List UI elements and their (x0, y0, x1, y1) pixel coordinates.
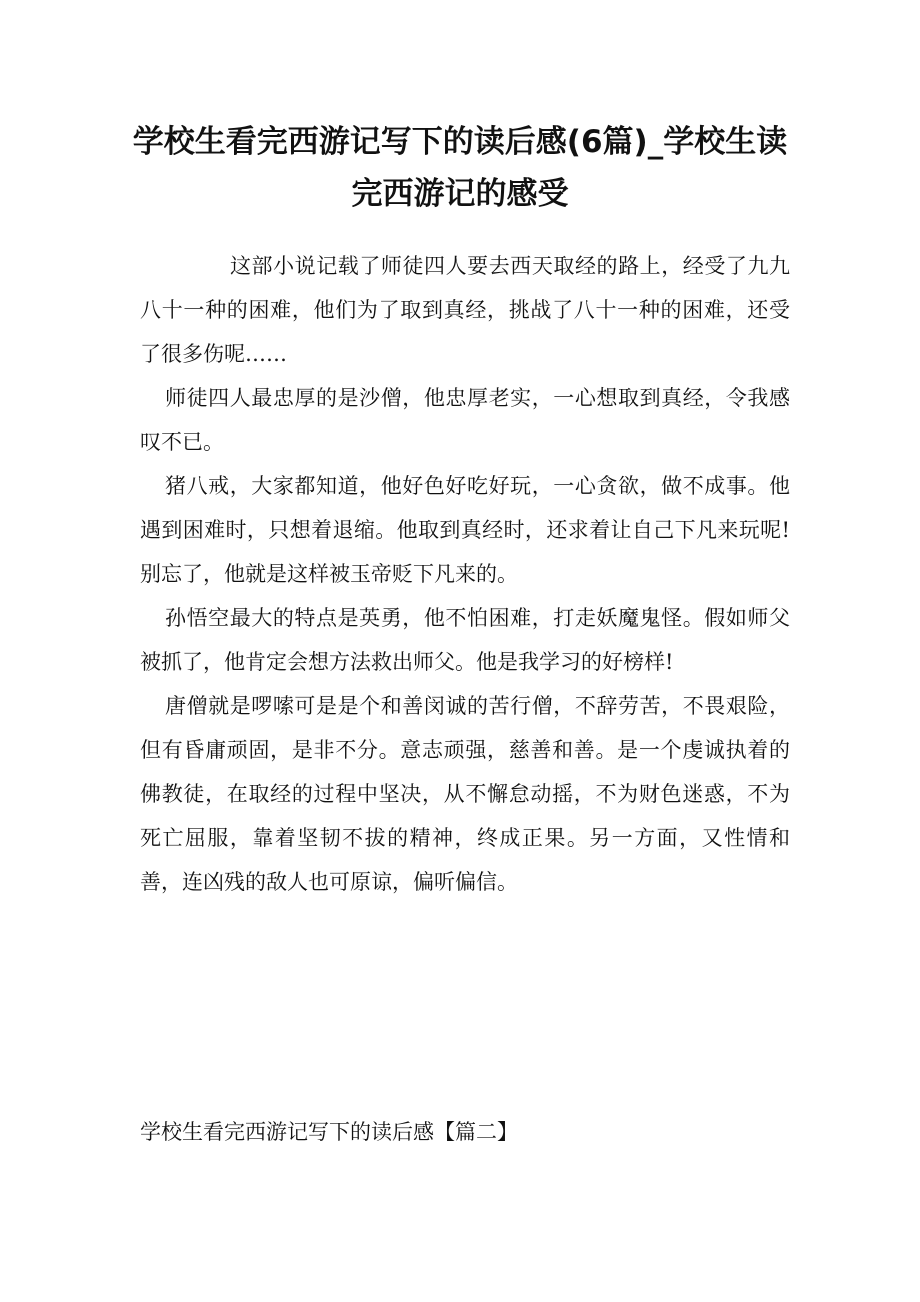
section-heading: 学校生看完西游记写下的读后感【篇二】 (140, 1120, 518, 1144)
paragraph-sha-seng: 师徒四人最忠厚的是沙僧，他忠厚老实，一心想取到真经，令我感叹不已。 (140, 386, 790, 454)
paragraph-sun-wukong: 孙悟空最大的特点是英勇，他不怕困难，打走妖魔鬼怪。假如师父被抓了，他肯定会想方法救出师父。他是我学习的好榜样! (140, 606, 790, 674)
article-body (140, 244, 790, 904)
paragraph-intro: 这部小说记载了师徒四人要去西天取经的路上，经受了九九八十一种的困难，他们为了取到真经，挑战了八十一种的困难，还受了很多伤呢…… (140, 254, 790, 366)
document-title: 学校生看完西游记写下的读后感(6篇)_学校生读完西游记的感受 (132, 124, 788, 212)
paragraph-zhu-bajie: 猪八戒，大家都知道，他好色好吃好玩，一心贪欲，做不成事。他遇到困难时，只想着退缩。他取到真经时，还求着让自己下凡来玩呢!别忘了，他就是这样被玉帝贬下凡来的。 (140, 474, 790, 586)
paragraph-tang-seng: 唐僧就是啰嗦可是是个和善闵诚的苦行僧，不辞劳苦，不畏艰险，但有昏庸顽固，是非不分。意志顽强，慈善和善。是一个虔诚执着的佛教徒，在取经的过程中坚决，从不懈怠动摇，不为财色迷惑，不为死亡屈服，靠着坚韧不拔的精神，终成正果。另一方面，又性情和善，连凶残的敌人也可原谅，偏听偏信。 (140, 694, 790, 894)
